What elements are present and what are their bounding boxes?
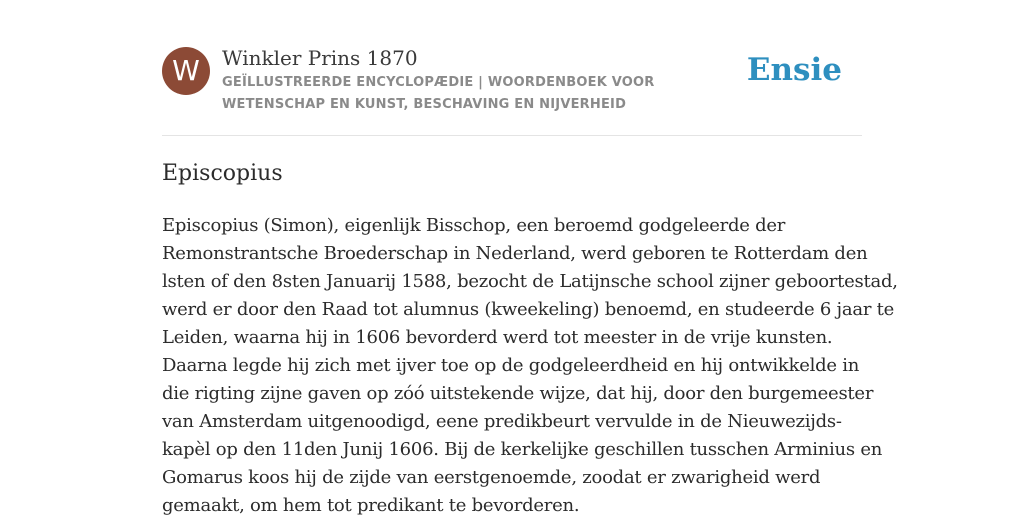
article-line: Episcopius (Simon), eigenlijk Bisschop, een beroemd godgeleerde der (162, 215, 786, 236)
article-line: die rigting zijne gaven op zóó uitstekende wijze, dat hij, door den burgemeester (162, 383, 874, 404)
ensie-logo[interactable]: Ensie (746, 52, 842, 88)
article-line: Remonstrantsche Broederschap in Nederland, werd geboren te Rotterdam den (162, 243, 868, 264)
article-line: lsten of den 8sten Januarij 1588, bezocht de Latijnsche school zijner geboortestad, (162, 271, 898, 292)
article-line: gemaakt, om hem tot predikant te bevorderen. (162, 495, 580, 516)
article-line: kapèl op den 11den Junij 1606. Bij de kerkelijke geschillen tusschen Arminius en (162, 439, 883, 460)
source-header (162, 46, 862, 116)
article-line: Gomarus koos hij de zijde van eerstgenoemde, zoodat er zwarigheid werd (162, 467, 821, 488)
source-avatar[interactable]: W (162, 47, 210, 95)
article-line: van Amsterdam uitgenoodigd, eene predikbeurt vervulde in de Nieuwezijds- (162, 411, 842, 432)
article-line: Leiden, waarna hij in 1606 bevorderd werd tot meester in de vrije kunsten. (162, 327, 833, 348)
source-title[interactable]: Winkler Prins 1870 (222, 46, 418, 70)
page (162, 0, 898, 516)
article-line: Daarna legde hij zich met ijver toe op de godgeleerdheid en hij ontwikkelde in (162, 355, 860, 376)
article-line: werd er door den Raad tot alumnus (kweekeling) benoemd, en studeerde 6 jaar te (162, 299, 895, 320)
source-subtitle: GEÏLLUSTREERDE ENCYCLOPÆDIE | WOORDENBOEK VOOR WETENSCHAP EN KUNST, BESCHAVING EN NIJVERHEID (222, 75, 655, 112)
header-divider (162, 135, 862, 136)
article-body (162, 212, 898, 520)
article-title: Episcopius (162, 161, 283, 186)
